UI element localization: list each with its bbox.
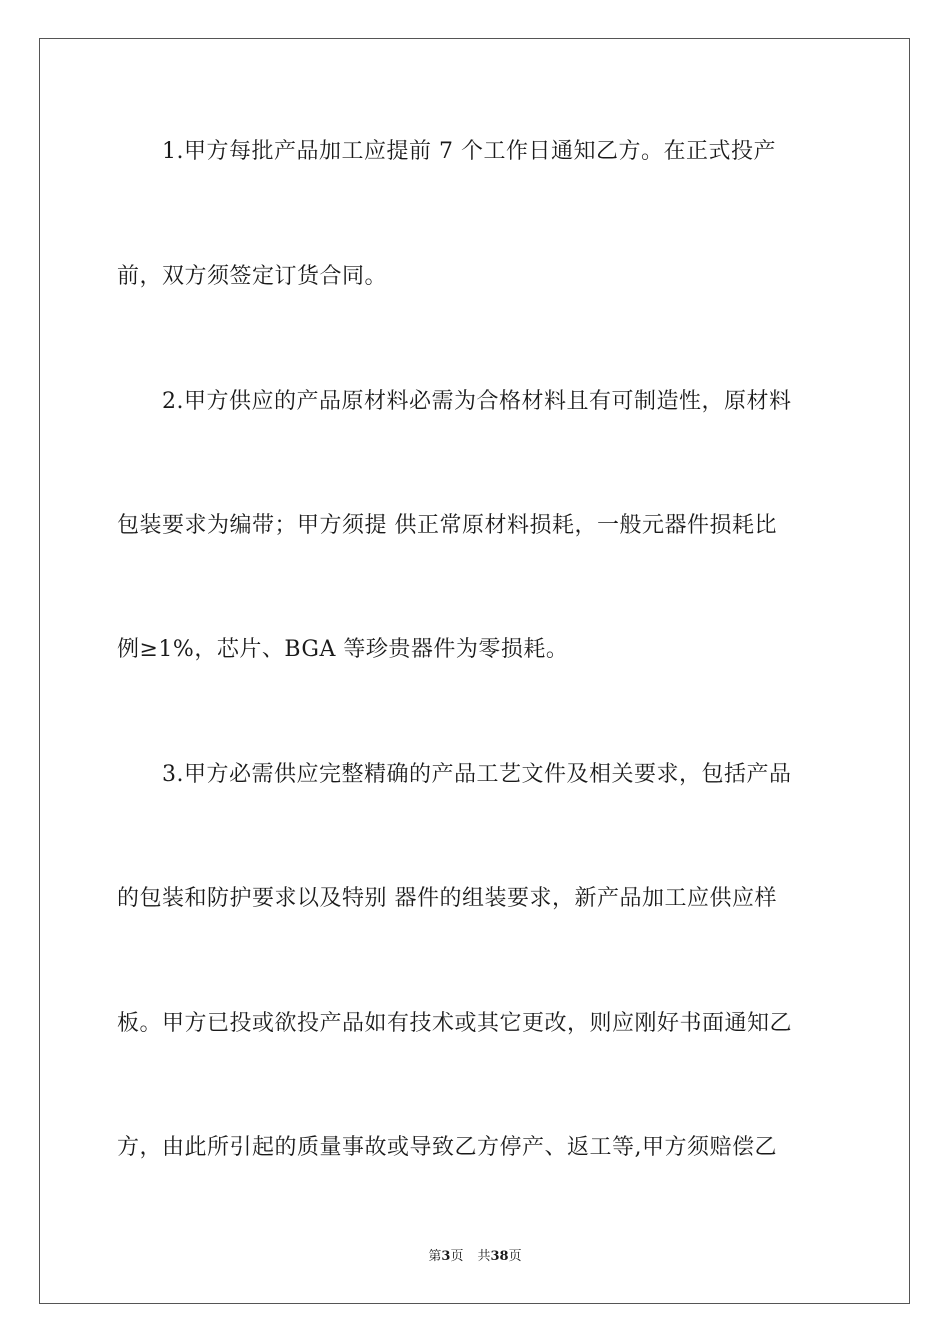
total-suffix: 页 [508, 1249, 522, 1264]
text-line-8: 板。甲方已投或欲投产品如有技术或其它更改，则应刚好书面通知乙 [117, 1011, 793, 1036]
page-footer [0, 1248, 950, 1266]
text-line-9: 方，由此所引起的质量事故或导致乙方停产、返工等,甲方须赔偿乙 [117, 1135, 777, 1160]
text-line-4: 包装要求为编带；甲方须提 供正常原材料损耗，一般元器件损耗比 [117, 513, 777, 538]
page-frame [39, 38, 910, 1304]
page-suffix: 页 [450, 1249, 464, 1264]
page-number: 3 [441, 1249, 451, 1264]
text-line-1: 1.甲方每批产品加工应提前 7 个工作日通知乙方。在正式投产 [162, 139, 776, 164]
text-line-3: 2.甲方供应的产品原材料必需为合格材料且有可制造性，原材料 [162, 389, 792, 414]
page-prefix: 第 [428, 1249, 442, 1264]
text-line-6: 3.甲方必需供应完整精确的产品工艺文件及相关要求，包括产品 [162, 762, 792, 787]
text-line-2: 前，双方须签定订货合同。 [117, 264, 388, 289]
text-line-5: 例≥1%，芯片、BGA 等珍贵器件为零损耗。 [117, 637, 569, 662]
total-prefix: 共 [477, 1249, 491, 1264]
total-pages: 38 [490, 1249, 509, 1264]
text-line-7: 的包装和防护要求以及特别 器件的组装要求，新产品加工应供应样 [117, 886, 777, 911]
